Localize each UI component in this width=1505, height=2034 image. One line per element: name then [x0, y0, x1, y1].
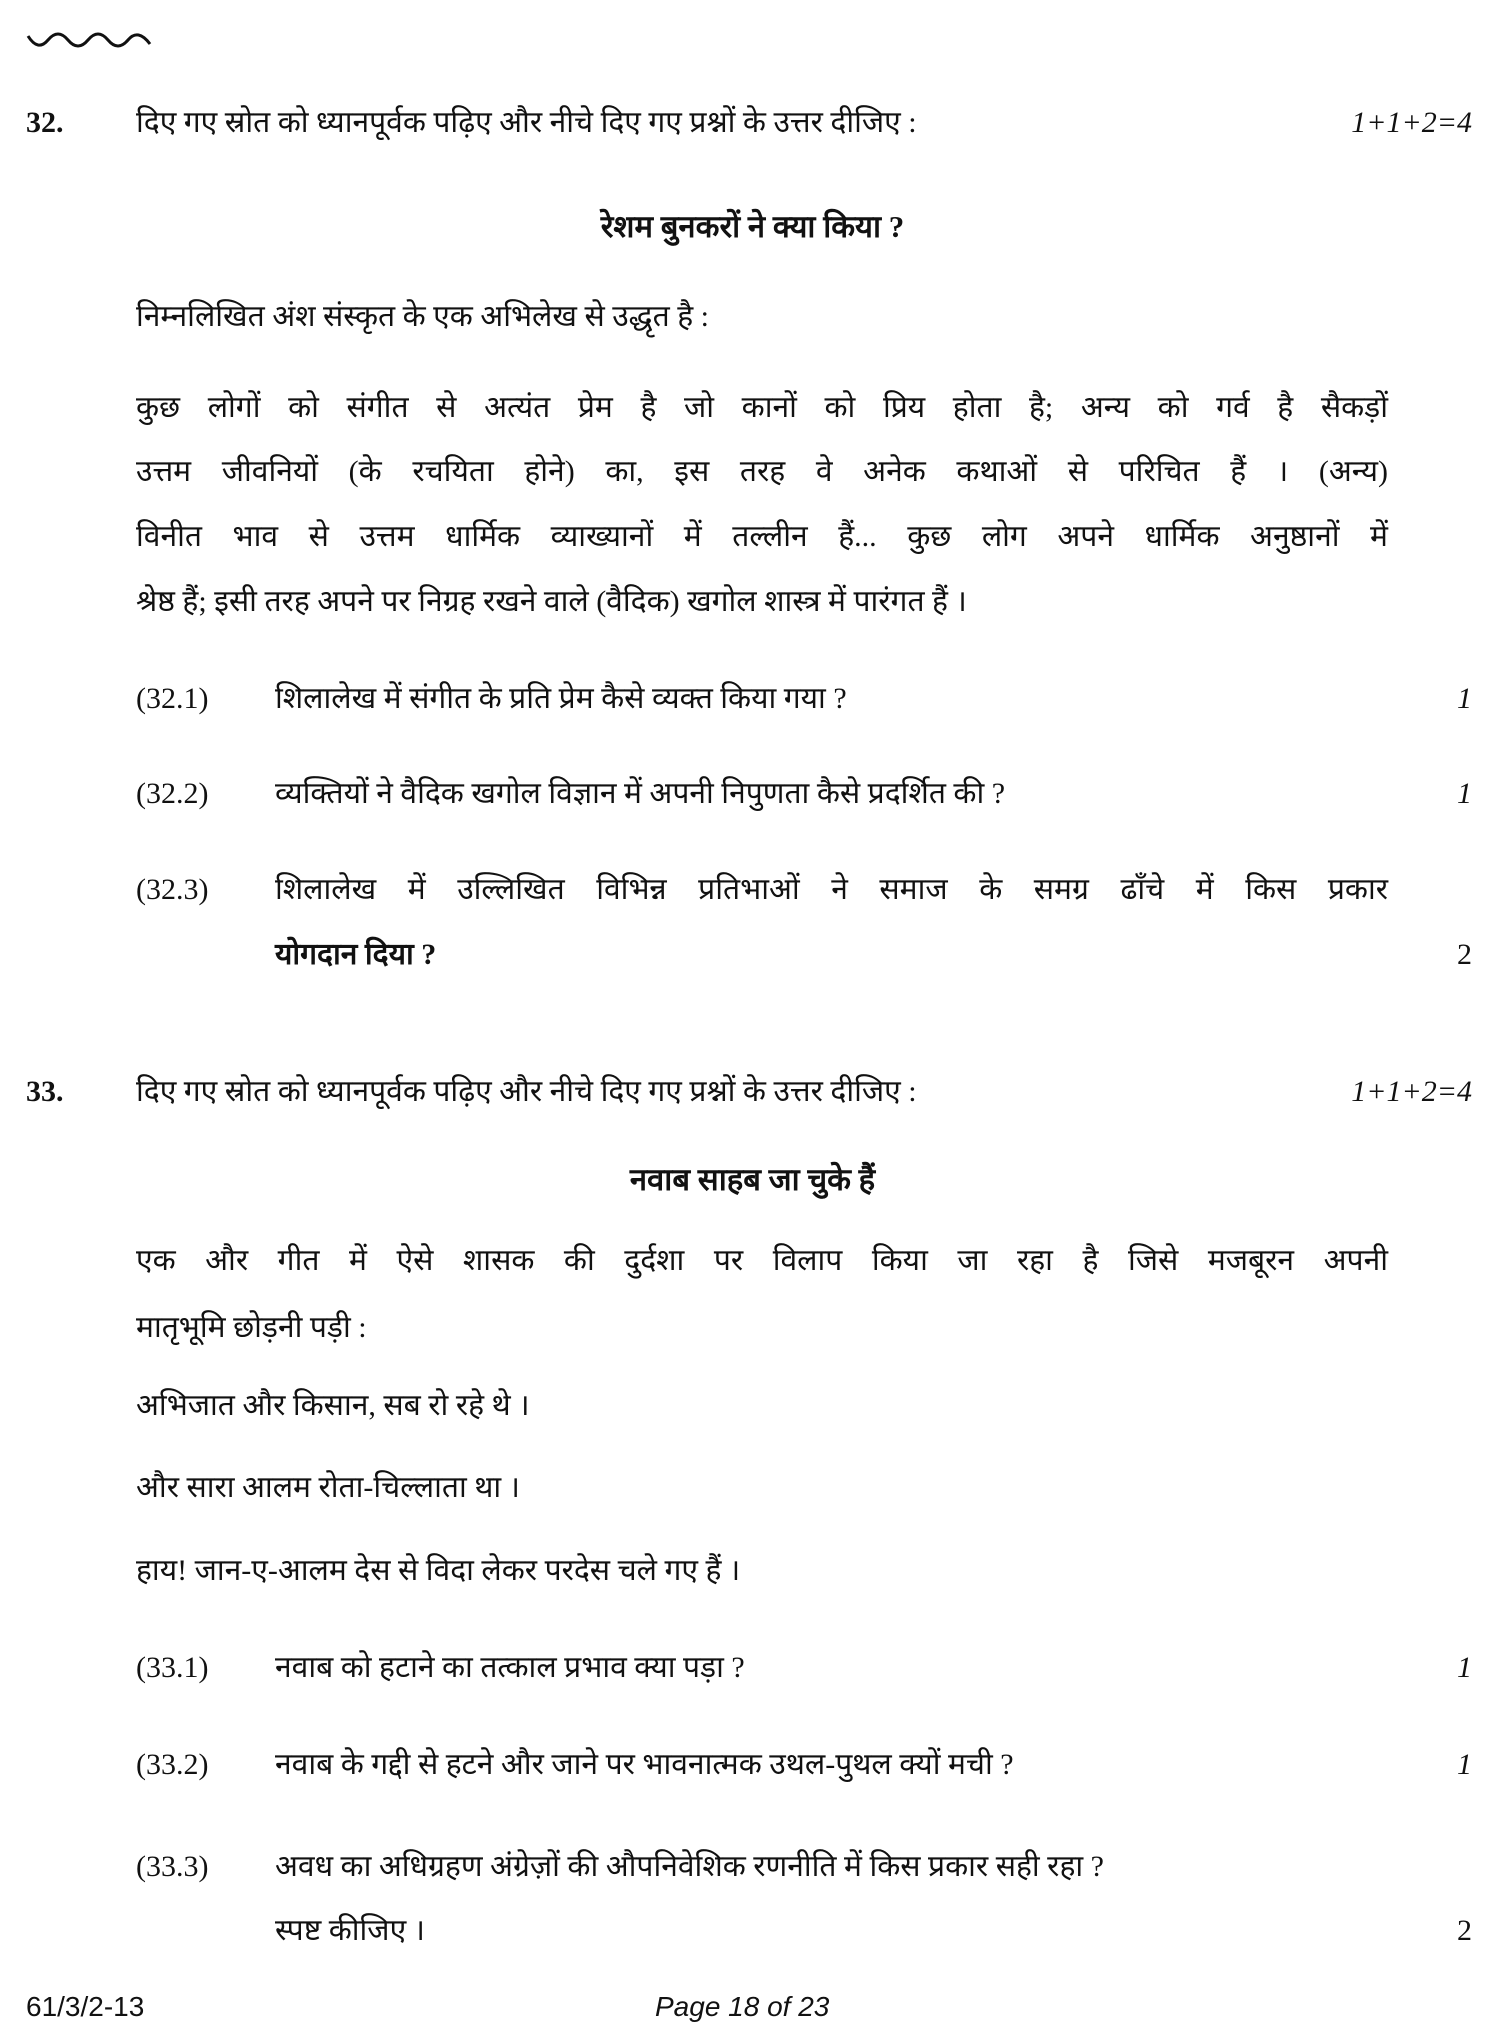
question-marks: 1+1+2=4 [1351, 1075, 1472, 1108]
verse-line: अभिजात और किसान, सब रो रहे थे । [136, 1389, 530, 1422]
subquestion-marks: 2 [1457, 938, 1472, 971]
subquestion-text: शिलालेख में संगीत के प्रति प्रेम कैसे व्यक्त किया गया ? [275, 682, 847, 715]
page-number: Page 18 of 23 [655, 1991, 830, 2022]
question-number: 33. [26, 1075, 64, 1108]
question-number: 32. [26, 106, 64, 139]
passage-line: उत्तम जीवनियों (के रचयिता होने) का, इस तरह वे अनेक कथाओं से परिचित हैं । (अन्य) [136, 455, 1388, 488]
passage-line: कुछ लोगों को संगीत से अत्यंत प्रेम है जो कानों को प्रिय होता है; अन्य को गर्व है सैकड़ों [136, 391, 1388, 424]
subquestion-text: योगदान दिया ? [275, 938, 437, 971]
paper-code: 61/3/2-13 [26, 1991, 145, 2022]
passage-line: एक और गीत में ऐसे शासक की दुर्दशा पर विलाप किया जा रहा है जिसे मजबूरन अपनी [136, 1244, 1388, 1277]
question-instruction: दिए गए स्रोत को ध्यानपूर्वक पढ़िए और नीचे दिए गए प्रश्नों के उत्तर दीजिए : [136, 1075, 917, 1108]
subquestion-label: (32.3) [136, 873, 209, 906]
passage-line: श्रेष्ठ हैं; इसी तरह अपने पर निग्रह रखने वाले (वैदिक) खगोल शास्त्र में पारंगत हैं । [136, 585, 967, 618]
subquestion-text: स्पष्ट कीजिए । [275, 1914, 426, 1947]
subquestion-label: (33.3) [136, 1850, 209, 1883]
subquestion-marks: 1 [1457, 1748, 1472, 1781]
wave-mark-icon [26, 30, 156, 52]
passage-line: मातृभूमि छोड़नी पड़ी : [136, 1311, 367, 1344]
subquestion-text: नवाब के गद्दी से हटने और जाने पर भावनात्मक उथल-पुथल क्यों मची ? [275, 1748, 1014, 1781]
subquestion-label: (33.1) [136, 1651, 209, 1684]
subquestion-text: शिलालेख में उल्लिखित विभिन्न प्रतिभाओं ने समाज के समग्र ढाँचे में किस प्रकार [275, 873, 1388, 906]
source-title: रेशम बुनकरों ने क्या किया ? [600, 209, 905, 244]
subquestion-text: अवध का अधिग्रहण अंग्रेज़ों की औपनिवेशिक रणनीति में किस प्रकार सही रहा ? [275, 1850, 1104, 1883]
subquestion-label: (33.2) [136, 1748, 209, 1781]
subquestion-label: (32.1) [136, 682, 209, 715]
source-title: नवाब साहब जा चुके हैं [629, 1162, 876, 1197]
subquestion-marks: 1 [1457, 1651, 1472, 1684]
verse-line: और सारा आलम रोता-चिल्लाता था । [136, 1471, 521, 1504]
subquestion-text: नवाब को हटाने का तत्काल प्रभाव क्या पड़ा ? [275, 1651, 745, 1684]
verse-line: हाय! जान-ए-आलम देस से विदा लेकर परदेस चले गए हैं । [136, 1554, 741, 1587]
subquestion-marks: 1 [1457, 777, 1472, 810]
subquestion-marks: 2 [1457, 1914, 1472, 1947]
source-intro: निम्नलिखित अंश संस्कृत के एक अभिलेख से उद्धृत है : [136, 300, 709, 333]
subquestion-label: (32.2) [136, 777, 209, 810]
question-marks: 1+1+2=4 [1351, 106, 1472, 139]
passage-line: विनीत भाव से उत्तम धार्मिक व्याख्यानों में तल्लीन हैं... कुछ लोग अपने धार्मिक अनुष्ठानों में [136, 520, 1388, 553]
question-instruction: दिए गए स्रोत को ध्यानपूर्वक पढ़िए और नीचे दिए गए प्रश्नों के उत्तर दीजिए : [136, 106, 917, 139]
subquestion-text: व्यक्तियों ने वैदिक खगोल विज्ञान में अपनी निपुणता कैसे प्रदर्शित की ? [275, 777, 1006, 810]
subquestion-marks: 1 [1457, 682, 1472, 715]
